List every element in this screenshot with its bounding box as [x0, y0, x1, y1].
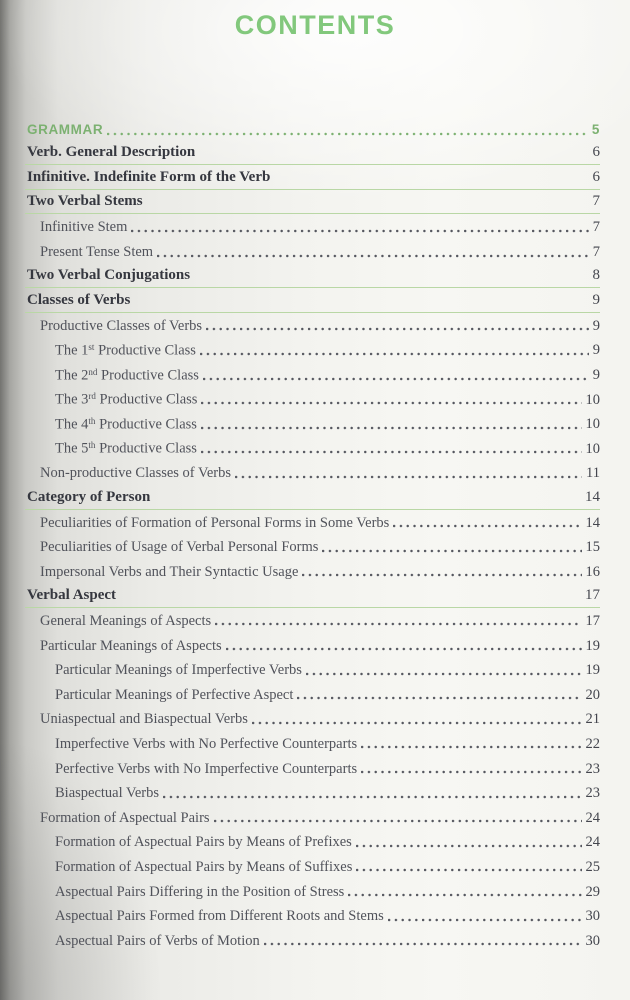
toc-entry [25, 239, 600, 264]
dot-leader [356, 868, 581, 872]
toc-entry-label: GRAMMAR [27, 122, 104, 138]
toc-entry-label: The 5th Productive Class [55, 440, 197, 457]
toc-entry-label: Two Verbal Conjugations [27, 267, 191, 284]
toc-entry [25, 755, 600, 780]
toc-entry [25, 805, 600, 830]
toc-entry [25, 362, 600, 387]
dot-leader [131, 229, 588, 233]
toc-entry-label: General Meanings of Aspects [40, 612, 212, 629]
dot-leader [348, 893, 581, 897]
toc-entry-label: Present Tense Stem [40, 244, 154, 261]
toc-entry [25, 460, 600, 485]
dot-leader [356, 844, 582, 848]
toc-entry [25, 264, 600, 289]
toc-entry [25, 214, 600, 239]
toc-entry-page-number: 10 [585, 440, 600, 457]
toc-entry-page-number: 23 [585, 760, 600, 777]
toc-entry-page-number: 30 [585, 908, 600, 925]
toc-entry-page-number: 22 [585, 735, 600, 752]
dot-leader [200, 352, 589, 356]
toc-entry [25, 903, 600, 928]
dot-leader [235, 475, 582, 479]
toc-entry-page-number: 9 [592, 342, 600, 359]
dot-leader [201, 401, 581, 405]
toc-entry-page-number: 8 [592, 267, 600, 284]
toc-entry-page-number: 15 [585, 539, 600, 556]
toc-entry-page-number: 6 [592, 144, 600, 161]
toc-entry [25, 288, 600, 313]
toc-entry-page-number: 9 [592, 291, 600, 308]
dot-leader [107, 132, 588, 136]
dot-leader [306, 672, 582, 676]
dot-leader [388, 918, 582, 922]
toc-entry-label: Particular Meanings of Perfective Aspect [55, 686, 294, 703]
toc-entry [25, 190, 600, 215]
toc-entry [25, 387, 600, 412]
toc-entry-page-number: 5 [591, 122, 600, 138]
dot-leader [393, 524, 581, 528]
toc-entry [25, 829, 600, 854]
dot-leader [361, 745, 581, 749]
toc-entry-label: Biaspectual Verbs [55, 785, 160, 802]
toc-entry [25, 608, 600, 633]
toc-entry-page-number: 9 [592, 317, 600, 334]
toc-entry-label: The 2nd Productive Class [55, 366, 199, 384]
dot-leader [252, 721, 582, 725]
toc-entry-page-number: 24 [585, 834, 600, 851]
toc-entry-page-number: 14 [585, 514, 600, 531]
toc-entry-label: Aspectual Pairs Differing in the Position of Stress [55, 883, 345, 900]
toc-entry [25, 337, 600, 362]
page-title: CONTENTS [234, 10, 396, 40]
toc-entry-page-number: 7 [592, 193, 600, 210]
toc-entry-page-number: 17 [585, 586, 600, 603]
toc-entry-label: Aspectual Pairs Formed from Different Roots and Stems [55, 908, 384, 925]
toc-entry [25, 706, 600, 731]
toc-entry-page-number: 19 [585, 637, 600, 654]
toc-entry [25, 559, 600, 584]
dot-leader [302, 573, 581, 577]
toc-entry-page-number: 30 [585, 932, 600, 949]
toc-entry-label: The 4th Productive Class [55, 415, 197, 433]
toc-entry [25, 485, 600, 510]
toc-entry-label: Infinitive Stem [40, 219, 128, 236]
toc-entry-label: Peculiarities of Formation of Personal Forms in Some Verbs [40, 514, 390, 531]
dot-leader [206, 327, 589, 331]
dot-leader [214, 819, 582, 823]
toc-entry-label: Impersonal Verbs and Their Syntactic Usage [40, 563, 299, 580]
toc-entry [25, 436, 600, 461]
toc-entry-page-number: 20 [585, 686, 600, 703]
dot-leader [361, 770, 581, 774]
toc-entry-label: Verb. General Description [27, 144, 196, 161]
dot-leader [203, 377, 589, 381]
toc-entry-label: Particular Meanings of Imperfective Verbs [55, 662, 302, 679]
toc-entry [25, 928, 600, 953]
toc-entry [25, 682, 600, 707]
dot-leader [163, 795, 581, 799]
toc-entry [25, 854, 600, 879]
dot-leader [322, 549, 581, 553]
toc-entry-label: Productive Classes of Verbs [40, 317, 203, 334]
toc-entry-label: Category of Person [27, 488, 151, 505]
toc-entry-label: Peculiarities of Usage of Verbal Personal Forms [40, 539, 319, 556]
toc-entry [25, 731, 600, 756]
toc-entry-page-number: 7 [592, 244, 600, 261]
dot-leader [226, 647, 582, 651]
toc-entry-page-number: 16 [585, 563, 600, 580]
dot-leader [264, 942, 582, 946]
toc-entry-label: Classes of Verbs [27, 291, 131, 308]
toc-entry-label: The 1st Productive Class [55, 341, 196, 359]
toc-entry [25, 534, 600, 559]
toc-entry [25, 510, 600, 535]
toc-entry-label: Particular Meanings of Aspects [40, 637, 222, 654]
toc-entry [25, 878, 600, 903]
toc-entry-label: Perfective Verbs with No Imperfective Counterparts [55, 760, 358, 777]
toc-entry-label: Formation of Aspectual Pairs by Means of Prefixes [55, 834, 352, 851]
dot-leader [201, 450, 582, 454]
toc-entry-label: Imperfective Verbs with No Perfective Counterparts [55, 735, 358, 752]
toc-entry-label: The 3rd Productive Class [55, 391, 198, 408]
toc-entry-label: Non-productive Classes of Verbs [40, 465, 232, 482]
toc-entry-label: Verbal Aspect [27, 586, 117, 603]
toc-entry [25, 657, 600, 682]
toc-entry-page-number: 7 [592, 219, 600, 236]
dot-leader [157, 254, 589, 258]
toc-entry-label: Uniaspectual and Biaspectual Verbs [40, 711, 248, 728]
toc-entry-page-number: 23 [585, 785, 600, 802]
dot-leader [215, 622, 581, 626]
toc-entry-page-number: 9 [592, 367, 600, 384]
toc-entry-page-number: 19 [585, 662, 600, 679]
dot-leader [201, 426, 582, 430]
toc-entry-page-number: 29 [585, 883, 600, 900]
toc-entry-page-number: 10 [585, 416, 600, 433]
toc-entry-page-number: 11 [586, 465, 600, 482]
toc-entry-label: Formation of Aspectual Pairs by Means of Suffixes [55, 858, 353, 875]
toc-entry [25, 780, 600, 805]
dot-leader [297, 696, 581, 700]
toc-entry-label: Infinitive. Indefinite Form of the Verb [27, 168, 271, 185]
toc-entry-page-number: 17 [585, 612, 600, 629]
toc-entry-label: Aspectual Pairs of Verbs of Motion [55, 932, 260, 949]
toc-entry-page-number: 25 [585, 858, 600, 875]
toc-entry [25, 141, 600, 166]
toc-entry [25, 313, 600, 338]
toc-entry [25, 165, 600, 190]
toc-entry-page-number: 24 [585, 809, 600, 826]
toc-entry [25, 583, 600, 608]
toc-entry [25, 116, 600, 141]
toc-entry-label: Two Verbal Stems [27, 193, 143, 210]
toc-entry-page-number: 14 [585, 488, 600, 505]
toc-entry [25, 632, 600, 657]
toc-entry-page-number: 10 [585, 391, 600, 408]
toc-entry-page-number: 21 [585, 711, 600, 728]
toc-entry [25, 411, 600, 436]
toc-entry-label: Formation of Aspectual Pairs [40, 809, 210, 826]
table-of-contents [25, 116, 600, 952]
toc-entry-page-number: 6 [592, 168, 600, 185]
